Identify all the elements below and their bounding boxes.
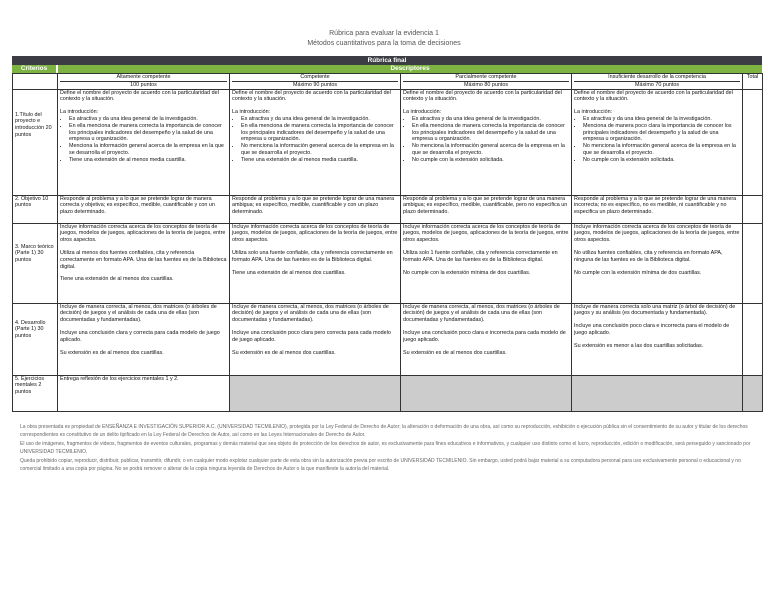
descriptor-text: Su extensión es de al menos dos cuartillas. [403, 349, 507, 356]
descriptor-cell [58, 223, 230, 303]
descriptor-cell [230, 303, 401, 375]
level-1-points: 100 puntos [130, 81, 157, 88]
footer-paragraph: Queda prohibido copiar, reproducir, distribuir, publicar, transmitir, difundir, o en cualquier modo explotar cualquier parte de esta obra sin la autorización previa por escrito de UNIVERSIDAD TECMILENIO. Sin embargo, usted podrá bajar material a su computadora personal para uso exclusivamente personal o educacional y no comercial limitado a una copia por página. No se podrá remover o alterar de la copia ninguna leyenda de Derechos de Autor o la que manifieste la autoría del material. [20, 458, 741, 472]
descriptor-cell [58, 89, 230, 195]
descriptor-list [232, 116, 398, 164]
rubric-header-bar: Rúbrica final [12, 56, 762, 65]
table-row [13, 375, 763, 411]
descriptor-text: No cumple con la extensión mínima de dos cuartillas. [403, 269, 531, 276]
list-item: • En ella menciona de manera correcta la importancia de conocer los principales indicadores del desempeño y la salud de una empresa u organización. [69, 123, 227, 143]
copyright-footer [20, 424, 755, 475]
level-4-header [572, 74, 743, 90]
list-item: • Menciona de manera poco clara la importancia de conocer los principales indicadores del desempeño y la salud de una empresa u organización. [583, 123, 740, 143]
level-1-header [58, 74, 230, 90]
title-line-1: Rúbrica para evaluar la evidencia 1 [329, 30, 439, 37]
descriptor-cell [572, 89, 743, 195]
criterion-cell: 4. Desarrollo (Parte 1) 30 puntos [13, 303, 58, 375]
descriptor-cell: Responde al problema y a lo que se pretende lograr de una manera incorrecta; no es específico, no es medible, ni cuantificable y no especifica un plazo determinado. [572, 195, 743, 223]
rubric-table [12, 73, 763, 412]
footer-paragraph: La obra presentada es propiedad de ENSEÑANZA E INVESTIGACIÓN SUPERIOR A.C. (UNIVERSIDAD TECMILENIO), protegida por la Ley Federal de Derecho de Autor; la alteración o deformación de una obra, así como su reproducción, exhibición o ejecución pública sin el consentimiento de su autor y titular de los derechos correspondientes es constitutivo de un delito tipificado en la Ley Federal de Derechos de Autor, así como en las Leyes Internacionales de Derecho de Autor. [20, 424, 748, 438]
descriptor-text: Incluye de manera correcta, al menos, dos matrices (o árboles de decisión) de juegos y el análisis de cada una de ellas (son documentadas y fundamentadas). [60, 303, 217, 324]
descriptor-cell-empty [230, 375, 401, 411]
criterion-cell: 5. Ejercicios mentales 2 puntos [13, 375, 58, 411]
descriptor-list [403, 116, 569, 164]
descriptor-text: No utiliza fuentes confiables, cita y referencia en formato APA, ninguna de las fuentes es de la Biblioteca digital. [574, 249, 723, 263]
list-item: • Es atractiva y da una idea general de la investigación. [241, 116, 398, 123]
descriptor-cell [230, 89, 401, 195]
document-title [0, 29, 768, 49]
descriptor-text: Incluye una conclusión poco clara e incorrecta para el modelo de juego aplicado. [574, 323, 730, 336]
descriptor-cell-empty [401, 375, 572, 411]
descriptor-cell: Responde al problema y a lo que se pretende lograr de una manera ambigua; es específico, medible, cuantificable y con un plazo determinado. [230, 195, 401, 223]
criteria-header: Criterios [12, 65, 56, 73]
criterion-cell: 3. Marco teórico (Parte 1) 30 puntos [13, 223, 58, 303]
level-3-points: Máximo 80 puntos [463, 81, 509, 88]
descriptor-text: Utiliza solo una fuente confiable, cita y referencia correctamente en formato APA. Una de las fuentes es de la Biblioteca digital. [232, 249, 393, 263]
list-item: • No menciona la información general acerca de la empresa en la que se desarrolla el proyecto. [583, 143, 740, 157]
level-4-name: Insuficiente desarrollo de la competencia [574, 74, 740, 82]
descriptor-text: Incluye una conclusión poco clara pero correcta para cada modelo de juego aplicado. [232, 329, 391, 343]
descriptor-cell [58, 303, 230, 375]
total-cell [743, 223, 763, 303]
descriptor-text: Incluye información correcta acerca de los conceptos de teoría de juegos, modelos de juegos, aplicaciones de la teoría de juegos, entre otros aspectos. [60, 223, 226, 244]
criterion-cell: 2. Objetivo 10 puntos [13, 195, 58, 223]
total-cell [743, 195, 763, 223]
descriptor-text: Incluye información correcta acerca de los conceptos de teoría de juegos, modelos de juegos, aplicaciones de la teoría de juegos, entre otros aspectos. [232, 223, 398, 244]
list-item: • Es atractiva y da una idea general de la investigación. [69, 116, 227, 123]
descriptor-list [60, 116, 227, 164]
table-row [13, 89, 763, 195]
list-item: • Es atractiva y da una idea general de la investigación. [412, 116, 569, 123]
descriptor-cell [230, 223, 401, 303]
descriptor-text: Utiliza al menos dos fuentes confiables, cita y referencia correctamente en formato APA. Una de las fuentes es de la Biblioteca digital. [60, 249, 227, 270]
level-2-points: Máximo 90 puntos [292, 81, 338, 88]
descriptor-text: Incluye información correcta acerca de los conceptos de teoría de juegos, modelos de juegos, aplicaciones de la teoría de juegos, entre otros aspectos. [403, 223, 569, 244]
descriptor-cell [401, 303, 572, 375]
descriptor-text: Define el nombre del proyecto de acuerdo con la particularidad del contexto y la situación. [232, 89, 391, 103]
descriptor-text: Su extensión es de al menos dos cuartillas. [232, 349, 336, 356]
table-row [13, 303, 763, 375]
descriptor-text: Tiene una extensión de al menos dos cuartillas. [232, 269, 346, 276]
level-2-name: Competente [232, 74, 398, 82]
descriptor-cell: Responde al problema y a lo que se pretende lograr de manera correcta y objetiva; es específico, medible, cuantificable y con un plazo determinado. [58, 195, 230, 223]
list-item: • No menciona la información general acerca de la empresa en la que se desarrolla el proyecto. [241, 143, 398, 157]
list-item: • En ella menciona de manera correcta la importancia de conocer los principales indicadores del desempeño y la salud de una empresa u organización. [241, 123, 398, 143]
level-1-name: Altamente competente [60, 74, 227, 82]
criteria-descriptors-bar [12, 65, 762, 73]
criterion-cell: 1.Título del proyecto e introducción 20 puntos [13, 89, 58, 195]
descriptor-list [574, 116, 740, 164]
level-4-points: Máximo 70 puntos [634, 81, 680, 88]
total-cell [743, 303, 763, 375]
descriptor-subheading: La introducción: [574, 109, 613, 116]
total-header: Total [743, 74, 763, 90]
list-item: • Es atractiva y da una idea general de la investigación. [583, 116, 740, 123]
descriptor-text: Incluye información correcta acerca de los conceptos de teoría de juegos, modelos de juegos, aplicaciones de la teoría de juegos, entre otros aspectos. [574, 223, 740, 244]
descriptor-cell [401, 223, 572, 303]
level-3-header [401, 74, 572, 90]
descriptor-text: Incluye una conclusión clara y correcta para cada modelo de juego aplicado. [60, 329, 220, 343]
rubric-sheet [12, 56, 762, 412]
descriptor-text: Incluye de manera correcta, al menos, dos matrices (o árboles de decisión) de juegos y el análisis de cada una de ellas (son documentadas y fundamentadas). [403, 303, 560, 324]
descriptor-cell [572, 223, 743, 303]
descriptor-cell: Entrega reflexión de los ejercicios mentales 1 y 2. [58, 375, 230, 411]
descriptor-text: Su extensión es de al menos dos cuartillas. [60, 349, 164, 356]
levels-header-row [13, 74, 763, 90]
table-row [13, 195, 763, 223]
list-item: • No cumple con la extensión solicitada. [412, 157, 569, 164]
descriptor-text: Su extensión es menor a las dos cuartillas solicitadas. [574, 342, 704, 349]
descriptor-text: No cumple con la extensión mínima de dos cuartillas. [574, 269, 702, 276]
descriptor-text: Incluye de manera correcta solo una matriz (o árbol de decisión) de juegos y su análisis (es documentada y fundamentada). [574, 303, 736, 317]
total-cell [743, 375, 763, 411]
table-row [13, 223, 763, 303]
list-item: • No cumple con la extensión solicitada. [583, 157, 740, 164]
list-item: • Tiene una extensión de al menos media cuartilla. [69, 157, 227, 164]
descriptor-text: Incluye de manera correcta, al menos, dos matrices (o árboles de decisión) de juegos y el análisis de cada una de ellas (son documentadas y fundamentadas). [232, 303, 389, 324]
descriptor-subheading: La introducción: [60, 109, 99, 116]
descriptor-text: Utiliza solo 1 fuente confiable, cita y referencia correctamente en formato APA. Una de las fuentes es de la Biblioteca digital. [403, 249, 558, 263]
list-item: • Tiene una extensión de al menos media cuartilla. [241, 157, 398, 164]
descriptor-text: Incluye una conclusión poco clara e incorrecta para cada modelo de juego aplicado. [403, 329, 566, 343]
list-item: • En ella menciona de manera correcta la importancia de conocer los principales indicadores del desempeño y la salud de una empresa u organización. [412, 123, 569, 143]
descriptor-cell [572, 303, 743, 375]
footer-paragraph: El uso de imágenes, fragmentos de videos, fragmentos de eventos culturales, programas y demás material que sea objeto de protección de los derechos de autor, es exclusivamente para fines educativos e informativos, y cualquier uso distinto como el lucro, reproducción, edición o modificación, será perseguido y sancionado por UNIVERSIDAD TECMILENIO. [20, 441, 751, 455]
descriptor-text: Define el nombre del proyecto de acuerdo con la particularidad del contexto y la situación. [60, 89, 219, 103]
descriptor-subheading: La introducción: [232, 109, 271, 116]
title-line-2: Métodos cuantitativos para la toma de decisiones [307, 40, 461, 47]
level-3-name: Parcialmente competente [403, 74, 569, 82]
level-2-header [230, 74, 401, 90]
descriptor-subheading: La introducción: [403, 109, 442, 116]
descriptor-cell-empty [572, 375, 743, 411]
descriptor-text: Define el nombre del proyecto de acuerdo con la particularidad del contexto y la situación. [403, 89, 562, 103]
descriptor-cell [401, 89, 572, 195]
descriptor-cell: Responde al problema y a lo que se pretende lograr de una manera ambigua; es específico, medible, cuantificable, pero no especifica un plazo determinado. [401, 195, 572, 223]
descriptors-header: Descriptores [58, 65, 762, 73]
list-item: • Menciona la información general acerca de la empresa en la que se desarrolla el proyecto. [69, 143, 227, 157]
total-cell [743, 89, 763, 195]
descriptor-text: Define el nombre del proyecto de acuerdo con la particularidad del contexto y la situación. [574, 89, 733, 103]
descriptor-text: Tiene una extensión de al menos dos cuartillas. [60, 276, 174, 283]
list-item: • No menciona la información general acerca de la empresa en la que se desarrolla el proyecto. [412, 143, 569, 157]
